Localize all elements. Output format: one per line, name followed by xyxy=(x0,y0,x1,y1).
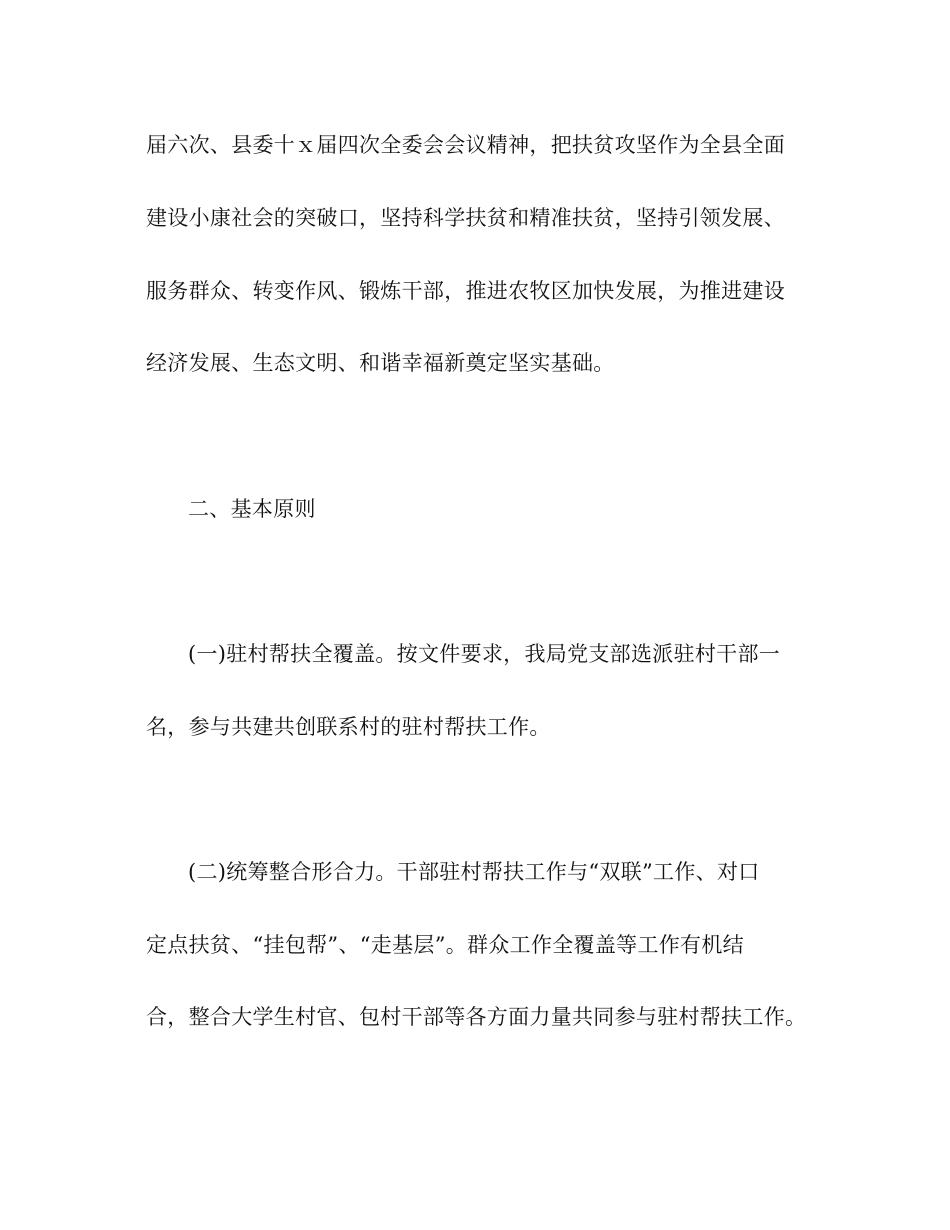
text-line: 建设小康社会的突破口，坚持科学扶贫和精准扶贫，坚持引领发展、 xyxy=(146,206,785,230)
text-line: 届六次、县委十ｘ届四次全委会会议精神，把扶贫攻坚作为全县全面 xyxy=(146,133,785,157)
text-line: (一)驻村帮扶全覆盖。按文件要求，我局党支部选派驻村干部一 xyxy=(188,642,781,666)
text-line: 定点扶贫、“挂包帮”、“走基层”。群众工作全覆盖等工作有机结 xyxy=(146,933,744,957)
text-line: 合，整合大学生村官、包村干部等各方面力量共同参与驻村帮扶工作。 xyxy=(146,1005,807,1029)
section-heading: 二、基本原则 xyxy=(188,497,316,521)
text-line: (二)统筹整合形合力。干部驻村帮扶工作与“双联”工作、对口 xyxy=(188,860,760,884)
text-line: 经济发展、生态文明、和谐幸福新奠定坚实基础。 xyxy=(146,351,615,375)
text-line: 服务群众、转变作风、锻炼干部，推进农牧区加快发展，为推进建设 xyxy=(146,279,785,303)
text-line: 名，参与共建共创联系村的驻村帮扶工作。 xyxy=(146,715,551,739)
